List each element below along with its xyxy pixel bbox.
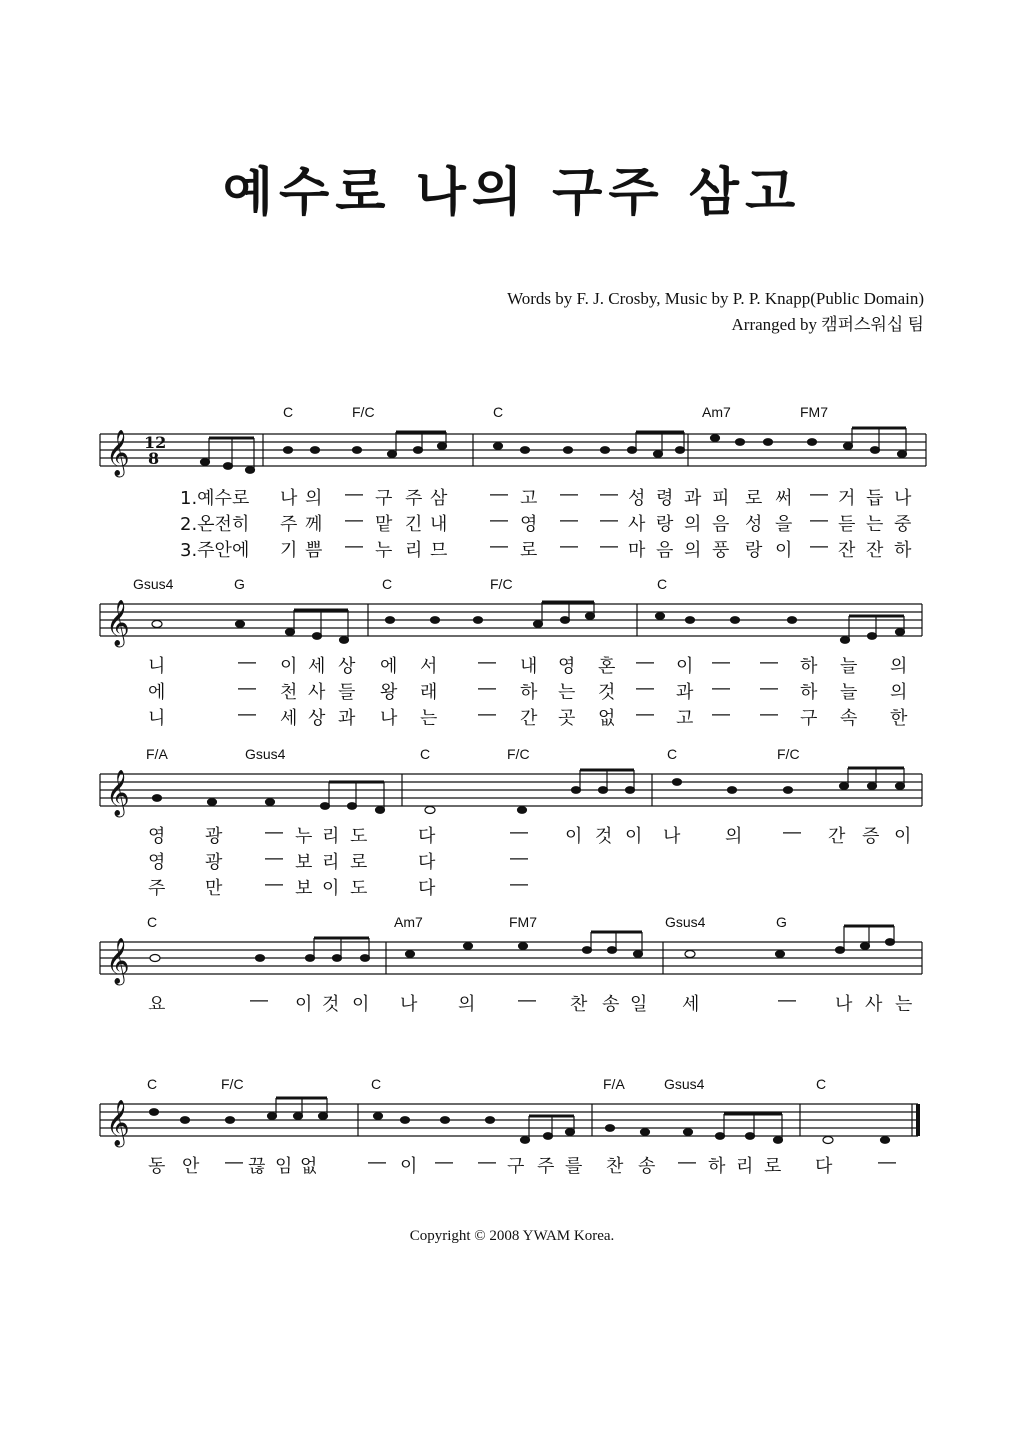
lyric-syllable: ―: [478, 678, 496, 699]
lyric-syllable: 누: [295, 826, 313, 847]
chord-symbol: FM7: [800, 404, 828, 420]
lyric-syllable: 마: [628, 540, 646, 561]
lyric-syllable: ―: [636, 704, 654, 725]
chord-symbol: Gsus4: [133, 576, 174, 592]
lyric-syllable: 의: [684, 540, 702, 561]
lyric-syllable: 잔: [866, 540, 884, 561]
lyric-syllable: 래: [420, 682, 438, 703]
lyric-syllable: 천: [280, 682, 298, 703]
treble-clef-icon: 𝄞: [106, 600, 130, 646]
lyric-line: [100, 1152, 930, 1178]
lyric-syllable: 일: [630, 994, 648, 1015]
lyric-syllable: 께: [305, 514, 323, 535]
lyric-syllable: 하: [708, 1156, 726, 1177]
chord-symbol: G: [234, 576, 245, 592]
lyric-syllable: 것: [595, 826, 613, 847]
lyric-syllable: ―: [368, 1152, 386, 1173]
chord-symbol: C: [816, 1076, 827, 1092]
chord-symbol: F/C: [777, 746, 800, 762]
lyric-syllable: 영: [558, 656, 576, 677]
lyric-syllable: ―: [560, 536, 578, 557]
lyric-syllable: 이: [676, 656, 694, 677]
lyric-syllable: 이: [280, 656, 298, 677]
lyric-syllable: 내: [430, 514, 448, 535]
chord-symbol: C: [667, 746, 678, 762]
lyric-syllable: ―: [250, 990, 268, 1011]
lyric-syllable: 다: [815, 1156, 833, 1177]
lyric-syllable: 써: [775, 488, 793, 509]
lyric-syllable: 간: [828, 826, 846, 847]
lyric-syllable: ―: [518, 990, 536, 1011]
lyric-syllable: 랑: [656, 514, 674, 535]
lyric-syllable: 긴: [405, 514, 423, 535]
lyric-syllable: 나: [835, 994, 853, 1015]
lyric-syllable: ―: [712, 652, 730, 673]
lyric-syllable: 이: [295, 994, 313, 1015]
lyric-syllable: 성: [628, 488, 646, 509]
lyric-syllable: ―: [600, 536, 618, 557]
lyric-syllable: 로: [520, 540, 538, 561]
lyric-syllable: 서: [420, 656, 438, 677]
lyric-syllable: 끊: [248, 1156, 266, 1177]
lyric-syllable: ―: [238, 678, 256, 699]
lyric-syllable: 찬: [570, 994, 588, 1015]
lyric-syllable: 세: [682, 994, 700, 1015]
lyric-syllable: 나: [400, 994, 418, 1015]
lyric-syllable: 므: [430, 540, 448, 561]
lyric-syllable: 누: [375, 540, 393, 561]
lyric-syllable: 나: [280, 488, 298, 509]
lyric-syllable: 하: [894, 540, 912, 561]
chord-symbol: Gsus4: [245, 746, 286, 762]
lyric-syllable: 과: [676, 682, 694, 703]
credits-arranger: Arranged by 캠퍼스워십 팀: [731, 315, 924, 334]
lyric-syllable: ―: [265, 848, 283, 869]
lyric-syllable: ―: [560, 484, 578, 505]
lyric-syllable: 의: [890, 682, 908, 703]
lyric-syllable: ―: [490, 536, 508, 557]
lyric-line: [100, 484, 930, 510]
lyric-syllable: 한: [890, 708, 908, 729]
lyric-syllable: 들: [338, 682, 356, 703]
chord-symbol: C: [382, 576, 393, 592]
lyric-syllable: ―: [225, 1152, 243, 1173]
lyric-syllable: 상: [338, 656, 356, 677]
lyric-syllable: 송: [602, 994, 620, 1015]
chord-symbol: F/A: [603, 1076, 625, 1092]
music-staff: [100, 768, 930, 816]
chord-symbol: C: [371, 1076, 382, 1092]
lyric-syllable: 간: [520, 708, 538, 729]
lyric-syllable: ―: [712, 704, 730, 725]
lyric-syllable: 도: [350, 878, 368, 899]
lyric-syllable: ―: [510, 822, 528, 843]
lyric-syllable: 주: [148, 878, 166, 899]
chord-symbol: Am7: [702, 404, 731, 420]
lyric-syllable: 내: [520, 656, 538, 677]
lyric-line: [100, 822, 930, 848]
lyric-syllable: ―: [435, 1152, 453, 1173]
lyric-syllable: ―: [238, 704, 256, 725]
lyric-syllable: 이: [775, 540, 793, 561]
lyric-syllable: 의: [305, 488, 323, 509]
time-signature-top: 12: [144, 433, 167, 452]
lyric-line: [100, 874, 930, 900]
treble-clef-icon: 𝄞: [106, 430, 130, 476]
lyric-syllable: 늘: [840, 682, 858, 703]
chord-symbol: C: [147, 914, 158, 930]
staff-notation: [100, 768, 930, 828]
lyric-syllable: ―: [600, 510, 618, 531]
lyric-syllable: 에: [380, 656, 398, 677]
lyric-syllable: 고: [520, 488, 538, 509]
chord-symbol: F/A: [146, 746, 168, 762]
chord-symbol: FM7: [509, 914, 537, 930]
lyric-syllable: 풍: [712, 540, 730, 561]
lyric-syllable: 고: [676, 708, 694, 729]
lyric-syllable: ―: [238, 652, 256, 673]
lyric-syllable: 에: [148, 682, 166, 703]
lyric-syllable: 쁨: [305, 540, 323, 561]
copyright-notice: Copyright © 2008 YWAM Korea.: [409, 1228, 615, 1244]
lyric-syllable: ―: [345, 484, 363, 505]
lyric-syllable: 피: [712, 488, 730, 509]
lyric-syllable: 를: [565, 1156, 583, 1177]
lyric-syllable: 잔: [838, 540, 856, 561]
lyric-syllable: 리: [322, 826, 340, 847]
lyric-syllable: ―: [600, 484, 618, 505]
music-staff: [100, 1098, 930, 1146]
lyric-syllable: 송: [638, 1156, 656, 1177]
lyric-syllable: 니: [148, 656, 166, 677]
lyric-syllable: 것: [598, 682, 616, 703]
staff-notation: [100, 936, 930, 996]
lyric-syllable: ―: [878, 1152, 896, 1173]
lyric-line: [100, 848, 930, 874]
song-title: 예수로 나의 구주 삼고: [222, 163, 802, 223]
lyric-syllable: 영: [148, 852, 166, 873]
lyric-syllable: 삼: [430, 488, 448, 509]
lyric-syllable: 곳: [558, 708, 576, 729]
lyric-syllable: ―: [478, 1152, 496, 1173]
chord-symbol: Gsus4: [665, 914, 706, 930]
lyric-syllable: ―: [678, 1152, 696, 1173]
lyric-syllable: 보: [295, 852, 313, 873]
lyric-syllable: ―: [810, 484, 828, 505]
lyric-syllable: 리: [405, 540, 423, 561]
lyric-syllable: 의: [890, 656, 908, 677]
lyric-syllable: 주: [405, 488, 423, 509]
lyric-syllable: 것: [322, 994, 340, 1015]
lyric-line: [100, 536, 930, 562]
lyric-syllable: 리: [736, 1156, 754, 1177]
lyric-syllable: 령: [656, 488, 674, 509]
lyric-syllable: 늘: [840, 656, 858, 677]
chord-symbol: C: [420, 746, 431, 762]
lyric-syllable: 속: [840, 708, 858, 729]
lyric-syllable: 듣: [838, 514, 856, 535]
lyric-syllable: 도: [350, 826, 368, 847]
lyric-syllable: 이: [894, 826, 912, 847]
lyric-syllable: 하: [800, 682, 818, 703]
lyric-syllable: ―: [760, 678, 778, 699]
lyric-syllable: 이: [322, 878, 340, 899]
lyric-syllable: ―: [810, 536, 828, 557]
music-staff: [100, 428, 930, 476]
lyric-syllable: 다: [418, 878, 436, 899]
lyric-line: [100, 990, 930, 1016]
treble-clef-icon: 𝄞: [106, 1100, 130, 1146]
lyric-syllable: 맡: [375, 514, 393, 535]
lyric-syllable: 거: [838, 488, 856, 509]
lyric-syllable: ―: [760, 652, 778, 673]
lyric-syllable: 이: [565, 826, 583, 847]
lyric-syllable: 듭: [866, 488, 884, 509]
lyric-syllable: 리: [322, 852, 340, 873]
lyric-syllable: 주: [537, 1156, 555, 1177]
lyric-syllable: 다: [418, 852, 436, 873]
lyric-syllable: ―: [636, 678, 654, 699]
lyric-syllable: 로: [764, 1156, 782, 1177]
lyric-syllable: 로: [745, 488, 763, 509]
lyric-syllable: 성: [745, 514, 763, 535]
lyric-syllable: ―: [783, 822, 801, 843]
lyric-syllable: 이: [400, 1156, 418, 1177]
lyric-syllable: 음: [656, 540, 674, 561]
lyric-syllable: 없: [300, 1156, 318, 1177]
lyric-syllable: 다: [418, 826, 436, 847]
lyric-syllable: ―: [345, 536, 363, 557]
lyric-syllable: 만: [205, 878, 223, 899]
music-staff: [100, 598, 930, 646]
lyric-syllable: 없: [598, 708, 616, 729]
staff-notation: [100, 1098, 930, 1158]
lyric-syllable: 안: [182, 1156, 200, 1177]
lyric-syllable: 을: [775, 514, 793, 535]
lyric-syllable: 왕: [380, 682, 398, 703]
lyric-syllable: 나: [380, 708, 398, 729]
lyric-syllable: 로: [350, 852, 368, 873]
lyric-syllable: 니: [148, 708, 166, 729]
chord-symbol: F/C: [221, 1076, 244, 1092]
lyric-syllable: 광: [205, 852, 223, 873]
lyric-syllable: 광: [205, 826, 223, 847]
lyric-syllable: 나: [894, 488, 912, 509]
lyric-syllable: 과: [684, 488, 702, 509]
lyric-syllable: 과: [338, 708, 356, 729]
lyric-syllable: 요: [148, 994, 166, 1015]
lyric-syllable: ―: [712, 678, 730, 699]
lyric-syllable: 찬: [606, 1156, 624, 1177]
lyric-syllable: ―: [478, 652, 496, 673]
lyric-syllable: ―: [265, 874, 283, 895]
chord-symbol: F/C: [352, 404, 375, 420]
lyric-syllable: ―: [760, 704, 778, 725]
lyric-syllable: ―: [490, 484, 508, 505]
lyric-syllable: ―: [510, 874, 528, 895]
lyric-syllable: 는: [866, 514, 884, 535]
staff-notation: [100, 428, 930, 488]
lyric-syllable: ―: [560, 510, 578, 531]
lyric-syllable: 보: [295, 878, 313, 899]
chord-symbol: G: [776, 914, 787, 930]
lyric-line: [100, 652, 930, 678]
lyric-syllable: 주: [280, 514, 298, 535]
chord-symbol: F/C: [490, 576, 513, 592]
lyric-syllable: 상: [308, 708, 326, 729]
lyric-syllable: ―: [636, 652, 654, 673]
time-signature-bottom: 8: [148, 449, 160, 468]
lyric-syllable: ―: [510, 848, 528, 869]
chord-symbol: C: [147, 1076, 158, 1092]
lyric-syllable: ―: [810, 510, 828, 531]
lyric-syllable: 나: [663, 826, 681, 847]
music-system-4: [100, 914, 930, 1024]
lyric-syllable: 의: [725, 826, 743, 847]
lyric-syllable: 의: [458, 994, 476, 1015]
staff-notation: [100, 598, 930, 658]
lyric-syllable: 사: [308, 682, 326, 703]
lyric-syllable: 3.주안에: [180, 540, 250, 561]
lyric-syllable: 는: [558, 682, 576, 703]
lyric-syllable: 하: [520, 682, 538, 703]
lyric-syllable: 중: [894, 514, 912, 535]
lyric-syllable: 의: [684, 514, 702, 535]
chord-symbol: C: [283, 404, 294, 420]
lyric-syllable: 하: [800, 656, 818, 677]
lyric-syllable: 2.온전히: [180, 514, 250, 535]
lyric-line: [100, 678, 930, 704]
lyric-syllable: ―: [478, 704, 496, 725]
lyric-syllable: 영: [520, 514, 538, 535]
lyric-line: [100, 510, 930, 536]
credits: [507, 286, 924, 338]
lyric-syllable: 동: [148, 1156, 166, 1177]
lyric-syllable: 임: [275, 1156, 293, 1177]
music-system-3: [100, 746, 930, 906]
chord-symbol: Gsus4: [664, 1076, 705, 1092]
lyric-syllable: 는: [420, 708, 438, 729]
lyric-syllable: 증: [862, 826, 880, 847]
chord-symbol: Am7: [394, 914, 423, 930]
chord-symbol: F/C: [507, 746, 530, 762]
lyric-syllable: 1.예수로: [180, 488, 250, 509]
lyric-syllable: ―: [490, 510, 508, 531]
lyric-syllable: 혼: [598, 656, 616, 677]
lyric-syllable: 음: [712, 514, 730, 535]
music-system-1: [100, 404, 930, 564]
music-system-5: [100, 1076, 930, 1186]
lyric-syllable: ―: [265, 822, 283, 843]
lyric-syllable: 랑: [745, 540, 763, 561]
chord-symbol: C: [657, 576, 668, 592]
lyric-syllable: 사: [865, 994, 883, 1015]
credits-composer: Words by F. J. Crosby, Music by P. P. Knapp(Public Domain): [507, 289, 924, 308]
chord-symbol: C: [493, 404, 504, 420]
lyric-syllable: ―: [345, 510, 363, 531]
lyric-syllable: 사: [628, 514, 646, 535]
lyric-line: [100, 704, 930, 730]
lyric-syllable: 세: [308, 656, 326, 677]
lyric-syllable: 이: [352, 994, 370, 1015]
music-system-2: [100, 576, 930, 736]
lyric-syllable: 구: [507, 1156, 525, 1177]
lyric-syllable: 이: [625, 826, 643, 847]
lyric-syllable: 세: [280, 708, 298, 729]
lyric-syllable: 는: [895, 994, 913, 1015]
lyric-syllable: ―: [778, 990, 796, 1011]
treble-clef-icon: 𝄞: [106, 938, 130, 984]
lyric-syllable: 기: [280, 540, 298, 561]
lyric-syllable: 구: [375, 488, 393, 509]
music-staff: [100, 936, 930, 984]
lyric-syllable: 영: [148, 826, 166, 847]
lyric-syllable: 구: [800, 708, 818, 729]
treble-clef-icon: 𝄞: [106, 770, 130, 816]
